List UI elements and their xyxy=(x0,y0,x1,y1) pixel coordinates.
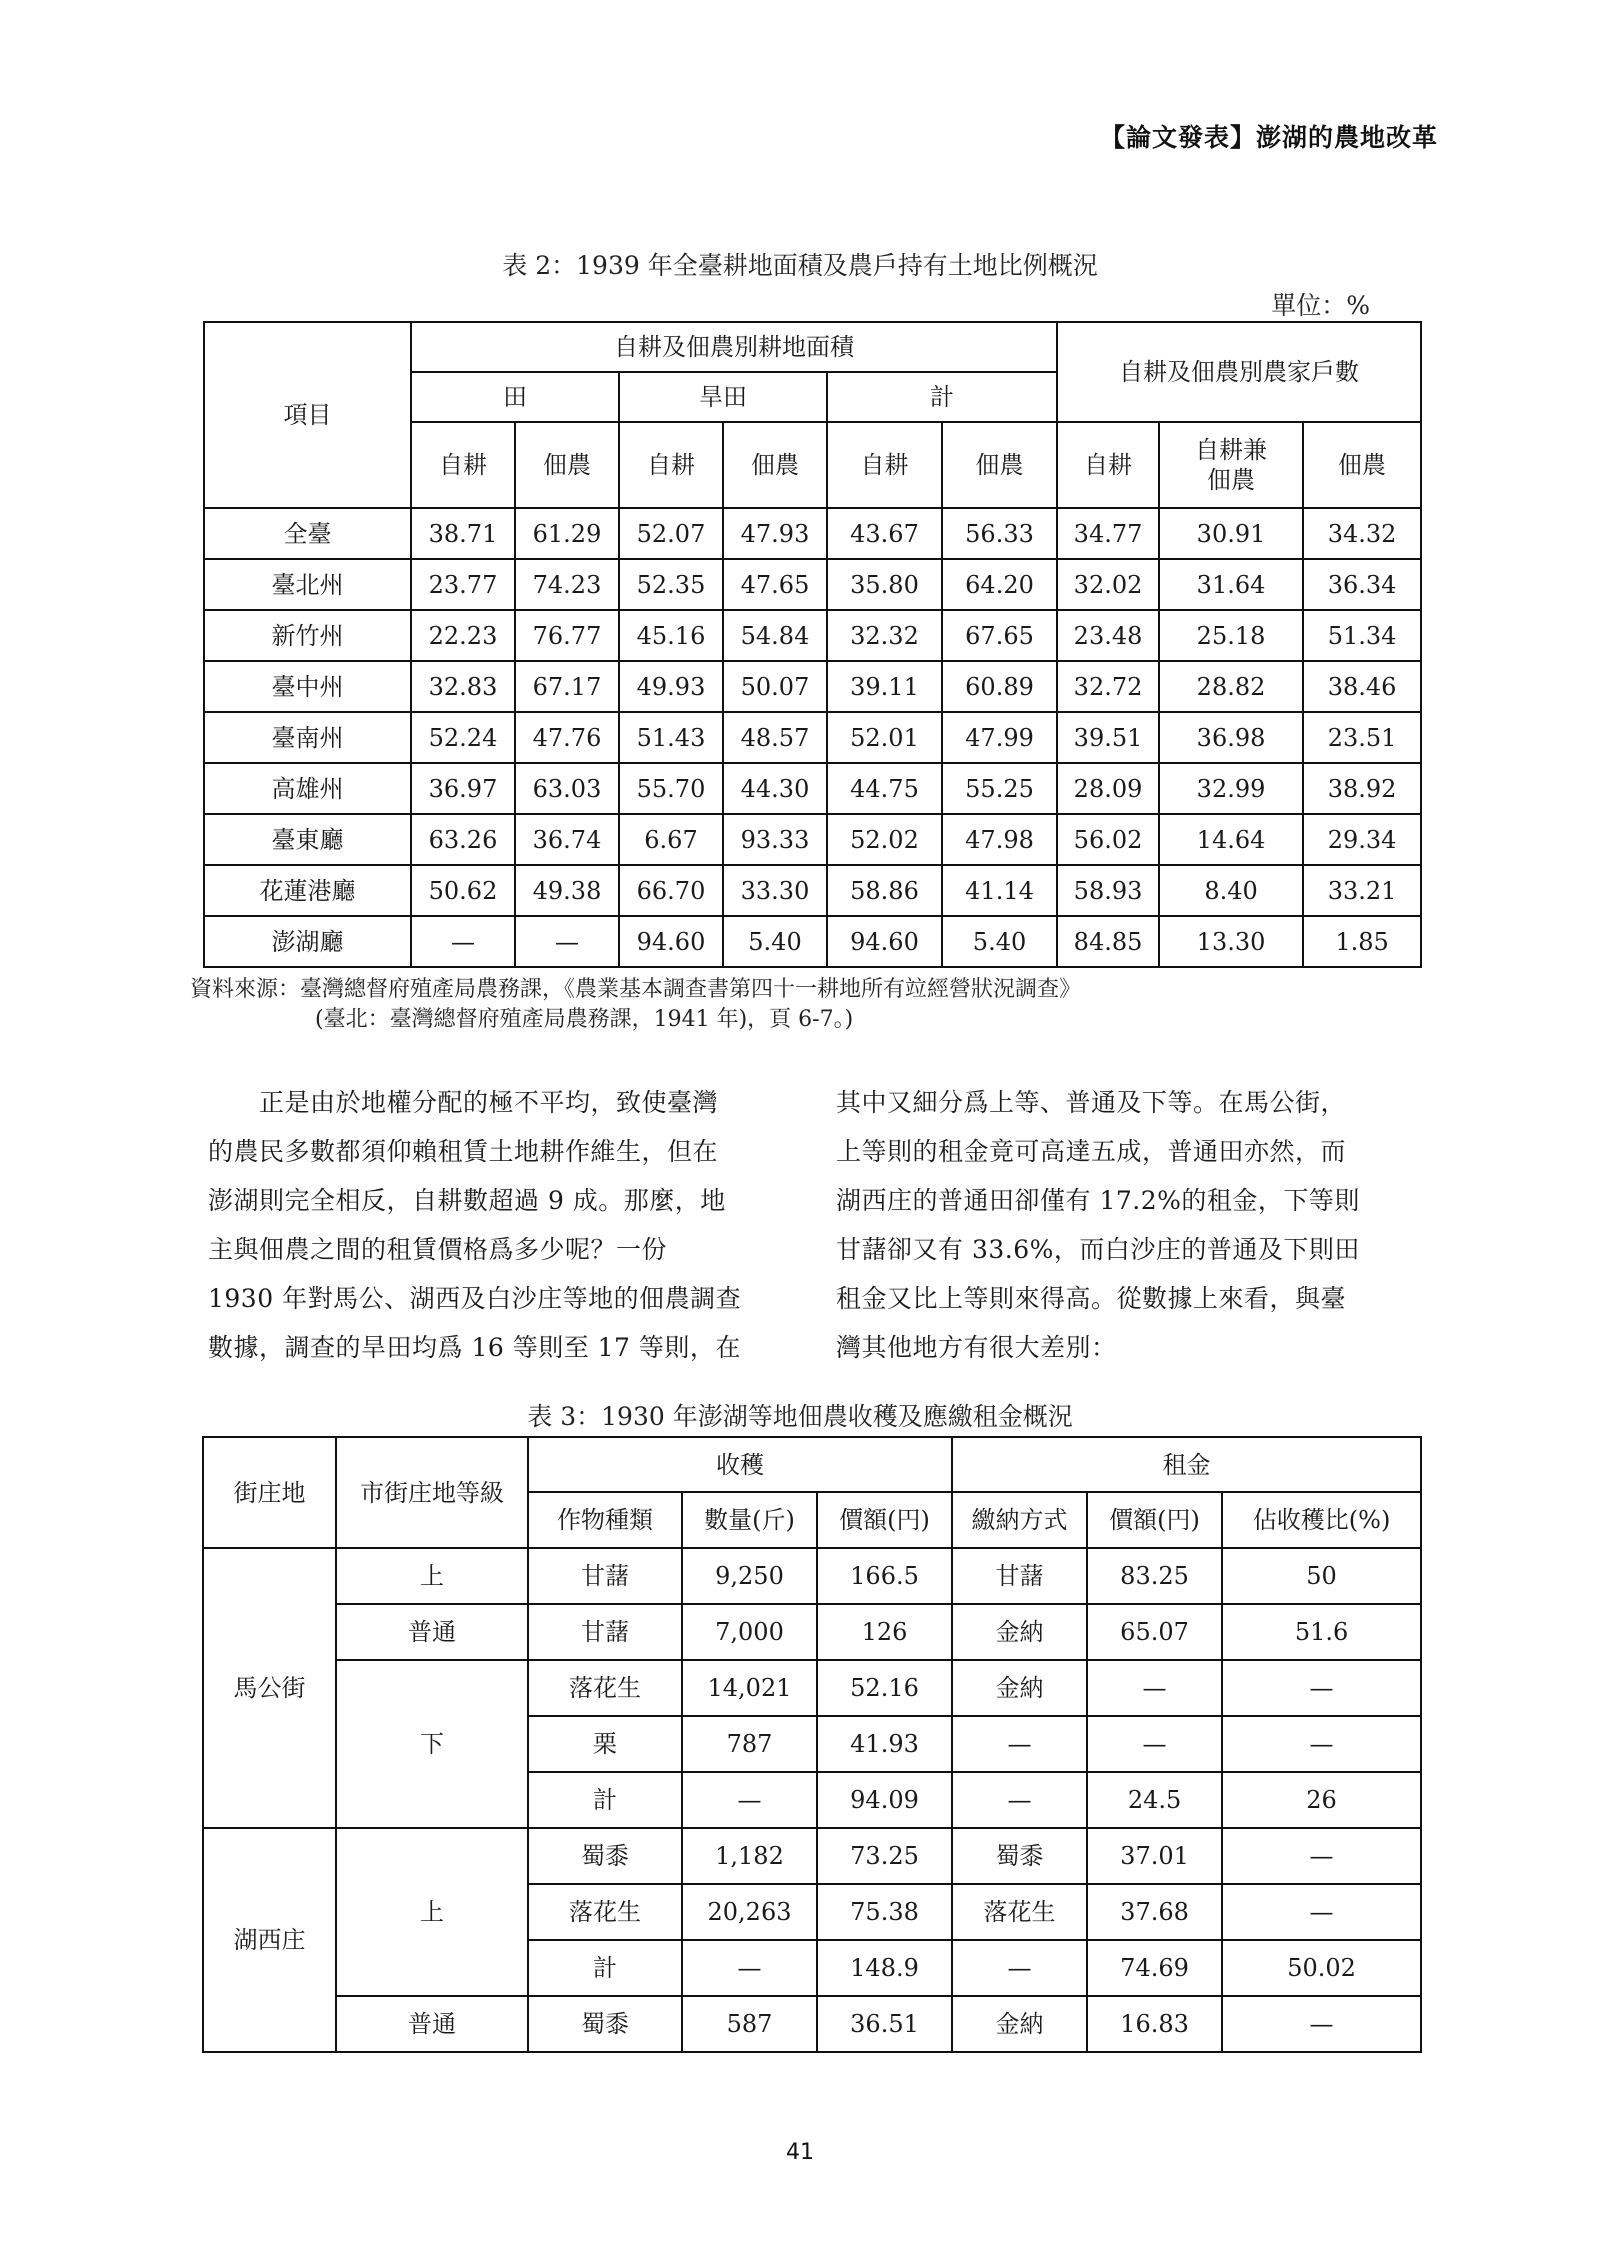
text-line: 租金又比上等則來得高。從數據上來看，與臺 xyxy=(836,1284,1347,1313)
table-row xyxy=(203,1548,1421,1604)
header-total: 計 xyxy=(827,372,1057,422)
header-dryfield: 旱田 xyxy=(619,372,827,422)
grade-cell: 上 xyxy=(336,1828,528,1996)
header-owner: 自耕 xyxy=(1057,422,1159,508)
cell: 52.35 xyxy=(619,559,723,610)
table2-caption: 表 2：1939 年全臺耕地面積及農戶持有土地比例概況 xyxy=(502,251,1098,280)
cell: 587 xyxy=(682,1996,817,2052)
table2-land-ownership xyxy=(203,321,1422,968)
table-row xyxy=(204,916,1421,967)
cell: 32.72 xyxy=(1057,661,1159,712)
header-area-group: 自耕及佃農別耕地面積 xyxy=(411,322,1057,372)
cell: 1,182 xyxy=(682,1828,817,1884)
cell: 52.07 xyxy=(619,508,723,559)
cell: 52.01 xyxy=(827,712,942,763)
table-row xyxy=(203,1996,1421,2052)
cell: 126 xyxy=(817,1604,952,1660)
cell: 61.29 xyxy=(515,508,619,559)
body-paragraph-right xyxy=(836,1078,1436,1372)
table-row xyxy=(203,1604,1421,1660)
cell: — xyxy=(1222,1996,1421,2052)
cell: — xyxy=(952,1940,1087,1996)
cell: 94.60 xyxy=(827,916,942,967)
cell: — xyxy=(1222,1884,1421,1940)
cell: 74.69 xyxy=(1087,1940,1222,1996)
cell: 84.85 xyxy=(1057,916,1159,967)
text-line: 主與佃農之間的租賃價格爲多少呢？一份 xyxy=(208,1235,668,1264)
header-payment: 繳納方式 xyxy=(952,1492,1087,1548)
table-row xyxy=(204,814,1421,865)
cell: 計 xyxy=(528,1940,682,1996)
cell: 67.17 xyxy=(515,661,619,712)
cell: 13.30 xyxy=(1159,916,1303,967)
header-district: 街庄地 xyxy=(203,1437,336,1548)
cell: 甘藷 xyxy=(528,1604,682,1660)
header-crop: 作物種類 xyxy=(528,1492,682,1548)
header-tenant: 佃農 xyxy=(942,422,1057,508)
row-label: 花蓮港廳 xyxy=(204,865,411,916)
cell: 66.70 xyxy=(619,865,723,916)
cell: 56.02 xyxy=(1057,814,1159,865)
header-rent-group: 租金 xyxy=(952,1437,1421,1492)
cell: 38.71 xyxy=(411,508,515,559)
cell: 1.85 xyxy=(1303,916,1421,967)
cell: 47.98 xyxy=(942,814,1057,865)
cell: 33.30 xyxy=(723,865,827,916)
cell: 52.24 xyxy=(411,712,515,763)
header-grade: 市街庄地等級 xyxy=(336,1437,528,1548)
cell: 58.93 xyxy=(1057,865,1159,916)
cell: 52.16 xyxy=(817,1660,952,1716)
cell: 38.92 xyxy=(1303,763,1421,814)
cell: 51.6 xyxy=(1222,1604,1421,1660)
cell: 47.93 xyxy=(723,508,827,559)
cell: 24.5 xyxy=(1087,1772,1222,1828)
text-line: 正是由於地權分配的極不平均，致使臺灣 xyxy=(208,1088,719,1117)
cell: 56.33 xyxy=(942,508,1057,559)
cell: 5.40 xyxy=(942,916,1057,967)
cell: 29.34 xyxy=(1303,814,1421,865)
cell: 36.51 xyxy=(817,1996,952,2052)
cell: 50.07 xyxy=(723,661,827,712)
cell: 49.38 xyxy=(515,865,619,916)
header-household-group: 自耕及佃農別農家戶數 xyxy=(1057,322,1421,422)
cell: 54.84 xyxy=(723,610,827,661)
table2-unit: 單位：% xyxy=(1271,291,1370,320)
cell: 8.40 xyxy=(1159,865,1303,916)
cell: 26 xyxy=(1222,1772,1421,1828)
cell: 63.26 xyxy=(411,814,515,865)
header-owner-tenant: 自耕兼 佃農 xyxy=(1159,422,1303,508)
header-quantity: 數量(斤) xyxy=(682,1492,817,1548)
page-number: 41 xyxy=(786,2140,814,2165)
cell: 52.02 xyxy=(827,814,942,865)
cell: 74.23 xyxy=(515,559,619,610)
cell: 76.77 xyxy=(515,610,619,661)
cell: 50.62 xyxy=(411,865,515,916)
cell: — xyxy=(1222,1828,1421,1884)
cell: — xyxy=(1087,1660,1222,1716)
cell: — xyxy=(952,1716,1087,1772)
grade-cell: 下 xyxy=(336,1660,528,1828)
table-row xyxy=(203,1660,1421,1716)
cell: 23.77 xyxy=(411,559,515,610)
cell: 栗 xyxy=(528,1716,682,1772)
header-paddy: 田 xyxy=(411,372,619,422)
cell: 51.34 xyxy=(1303,610,1421,661)
cell: 34.32 xyxy=(1303,508,1421,559)
cell: 金納 xyxy=(952,1604,1087,1660)
cell: 14.64 xyxy=(1159,814,1303,865)
text-line: 1930 年對馬公、湖西及白沙庄等地的佃農調查 xyxy=(208,1284,742,1313)
cell: 5.40 xyxy=(723,916,827,967)
cell: 蜀黍 xyxy=(528,1828,682,1884)
cell: 落花生 xyxy=(952,1884,1087,1940)
cell: 50.02 xyxy=(1222,1940,1421,1996)
text-line: 數據，調查的旱田均爲 16 等則至 17 等則，在 xyxy=(208,1333,741,1362)
cell: 25.18 xyxy=(1159,610,1303,661)
cell: 55.70 xyxy=(619,763,723,814)
cell: 55.25 xyxy=(942,763,1057,814)
cell: 甘藷 xyxy=(528,1548,682,1604)
header-harvest-group: 收穫 xyxy=(528,1437,952,1492)
cell: 60.89 xyxy=(942,661,1057,712)
cell: 47.99 xyxy=(942,712,1057,763)
cell: 93.33 xyxy=(723,814,827,865)
cell: 36.34 xyxy=(1303,559,1421,610)
cell: — xyxy=(682,1940,817,1996)
header-item: 項目 xyxy=(204,322,411,508)
table-row xyxy=(203,1828,1421,1884)
cell: 20,263 xyxy=(682,1884,817,1940)
cell: 49.93 xyxy=(619,661,723,712)
table-row xyxy=(204,559,1421,610)
cell: 16.83 xyxy=(1087,1996,1222,2052)
table-row xyxy=(204,610,1421,661)
row-label: 臺北州 xyxy=(204,559,411,610)
cell: 83.25 xyxy=(1087,1548,1222,1604)
source-line-2: (臺北：臺灣總督府殖產局農務課，1941 年)，頁 6-7。) xyxy=(315,1007,854,1032)
cell: 37.68 xyxy=(1087,1884,1222,1940)
header-owner: 自耕 xyxy=(411,422,515,508)
cell: 36.98 xyxy=(1159,712,1303,763)
cell: 6.67 xyxy=(619,814,723,865)
row-label: 臺南州 xyxy=(204,712,411,763)
text-line: 上等則的租金竟可高達五成，普通田亦然，而 xyxy=(836,1137,1347,1166)
header-owner: 自耕 xyxy=(827,422,942,508)
cell: 32.32 xyxy=(827,610,942,661)
cell: 落花生 xyxy=(528,1660,682,1716)
cell: 30.91 xyxy=(1159,508,1303,559)
header-ratio: 佔收穫比(%) xyxy=(1222,1492,1421,1548)
district-huxi: 湖西庄 xyxy=(203,1828,336,2052)
cell: 32.99 xyxy=(1159,763,1303,814)
cell: — xyxy=(682,1772,817,1828)
cell: 47.65 xyxy=(723,559,827,610)
table3-tenant-rent xyxy=(202,1436,1422,2053)
text-line: 澎湖則完全相反，自耕數超過 9 成。那麼，地 xyxy=(208,1186,726,1215)
cell: 23.51 xyxy=(1303,712,1421,763)
header-rent-value: 價額(円) xyxy=(1087,1492,1222,1548)
cell: 甘藷 xyxy=(952,1548,1087,1604)
cell: 23.48 xyxy=(1057,610,1159,661)
cell: 44.75 xyxy=(827,763,942,814)
cell: 金納 xyxy=(952,1660,1087,1716)
cell: 36.74 xyxy=(515,814,619,865)
text-line: 湖西庄的普通田卻僅有 17.2%的租金，下等則 xyxy=(836,1186,1360,1215)
table-row xyxy=(204,865,1421,916)
cell: 28.09 xyxy=(1057,763,1159,814)
cell: 44.30 xyxy=(723,763,827,814)
body-paragraph-left xyxy=(208,1078,788,1372)
cell: 51.43 xyxy=(619,712,723,763)
row-label: 新竹州 xyxy=(204,610,411,661)
header-owner: 自耕 xyxy=(619,422,723,508)
table-row xyxy=(204,763,1421,814)
cell: 28.82 xyxy=(1159,661,1303,712)
cell: 39.51 xyxy=(1057,712,1159,763)
grade-cell: 普通 xyxy=(336,1604,528,1660)
header-harvest-value: 價額(円) xyxy=(817,1492,952,1548)
grade-cell: 普通 xyxy=(336,1996,528,2052)
row-label: 高雄州 xyxy=(204,763,411,814)
cell: 38.46 xyxy=(1303,661,1421,712)
cell: 22.23 xyxy=(411,610,515,661)
cell: 37.01 xyxy=(1087,1828,1222,1884)
cell: — xyxy=(952,1772,1087,1828)
cell: 73.25 xyxy=(817,1828,952,1884)
cell: 32.02 xyxy=(1057,559,1159,610)
cell: 50 xyxy=(1222,1548,1421,1604)
cell: 36.97 xyxy=(411,763,515,814)
cell: 94.09 xyxy=(817,1772,952,1828)
cell: 32.83 xyxy=(411,661,515,712)
cell: — xyxy=(1222,1660,1421,1716)
source-line-1: 資料來源：臺灣總督府殖產局農務課，《農業基本調查書第四十一耕地所有竝經營狀況調查》 xyxy=(190,977,1082,1002)
row-label: 臺中州 xyxy=(204,661,411,712)
cell: 787 xyxy=(682,1716,817,1772)
text-line: 的農民多數都須仰賴租賃土地耕作維生，但在 xyxy=(208,1137,719,1166)
text-line: 甘藷卻又有 33.6%，而白沙庄的普通及下則田 xyxy=(836,1235,1360,1264)
cell: 34.77 xyxy=(1057,508,1159,559)
running-head: 【論文發表】澎湖的農地改革 xyxy=(1099,123,1438,152)
cell: 41.14 xyxy=(942,865,1057,916)
cell: 58.86 xyxy=(827,865,942,916)
cell: 35.80 xyxy=(827,559,942,610)
header-tenant: 佃農 xyxy=(723,422,827,508)
cell: 7,000 xyxy=(682,1604,817,1660)
cell: 166.5 xyxy=(817,1548,952,1604)
district-magong: 馬公街 xyxy=(203,1548,336,1828)
table3-caption: 表 3：1930 年澎湖等地佃農收穫及應繳租金概況 xyxy=(527,1402,1073,1431)
text-line: 其中又細分爲上等、普通及下等。在馬公街， xyxy=(836,1088,1347,1117)
cell: 31.64 xyxy=(1159,559,1303,610)
cell: 14,021 xyxy=(682,1660,817,1716)
cell: 9,250 xyxy=(682,1548,817,1604)
cell: 蜀黍 xyxy=(528,1996,682,2052)
cell: 落花生 xyxy=(528,1884,682,1940)
cell: 33.21 xyxy=(1303,865,1421,916)
table-row xyxy=(204,712,1421,763)
row-label: 澎湖廳 xyxy=(204,916,411,967)
cell: 65.07 xyxy=(1087,1604,1222,1660)
cell: 47.76 xyxy=(515,712,619,763)
text-line: 灣其他地方有很大差別： xyxy=(836,1333,1117,1362)
header-tenant: 佃農 xyxy=(1303,422,1421,508)
cell: — xyxy=(515,916,619,967)
table-row xyxy=(204,508,1421,559)
cell: — xyxy=(1222,1716,1421,1772)
cell: 41.93 xyxy=(817,1716,952,1772)
cell: 45.16 xyxy=(619,610,723,661)
table2-source xyxy=(190,975,1081,1035)
row-label: 臺東廳 xyxy=(204,814,411,865)
cell: 75.38 xyxy=(817,1884,952,1940)
cell: 43.67 xyxy=(827,508,942,559)
row-label: 全臺 xyxy=(204,508,411,559)
cell: 63.03 xyxy=(515,763,619,814)
cell: — xyxy=(1087,1716,1222,1772)
cell: 蜀黍 xyxy=(952,1828,1087,1884)
table2-body xyxy=(204,508,1421,967)
grade-cell: 上 xyxy=(336,1548,528,1604)
cell: 148.9 xyxy=(817,1940,952,1996)
cell: — xyxy=(411,916,515,967)
cell: 64.20 xyxy=(942,559,1057,610)
cell: 金納 xyxy=(952,1996,1087,2052)
cell: 計 xyxy=(528,1772,682,1828)
cell: 67.65 xyxy=(942,610,1057,661)
cell: 48.57 xyxy=(723,712,827,763)
header-tenant: 佃農 xyxy=(515,422,619,508)
cell: 39.11 xyxy=(827,661,942,712)
table-row xyxy=(204,661,1421,712)
cell: 94.60 xyxy=(619,916,723,967)
